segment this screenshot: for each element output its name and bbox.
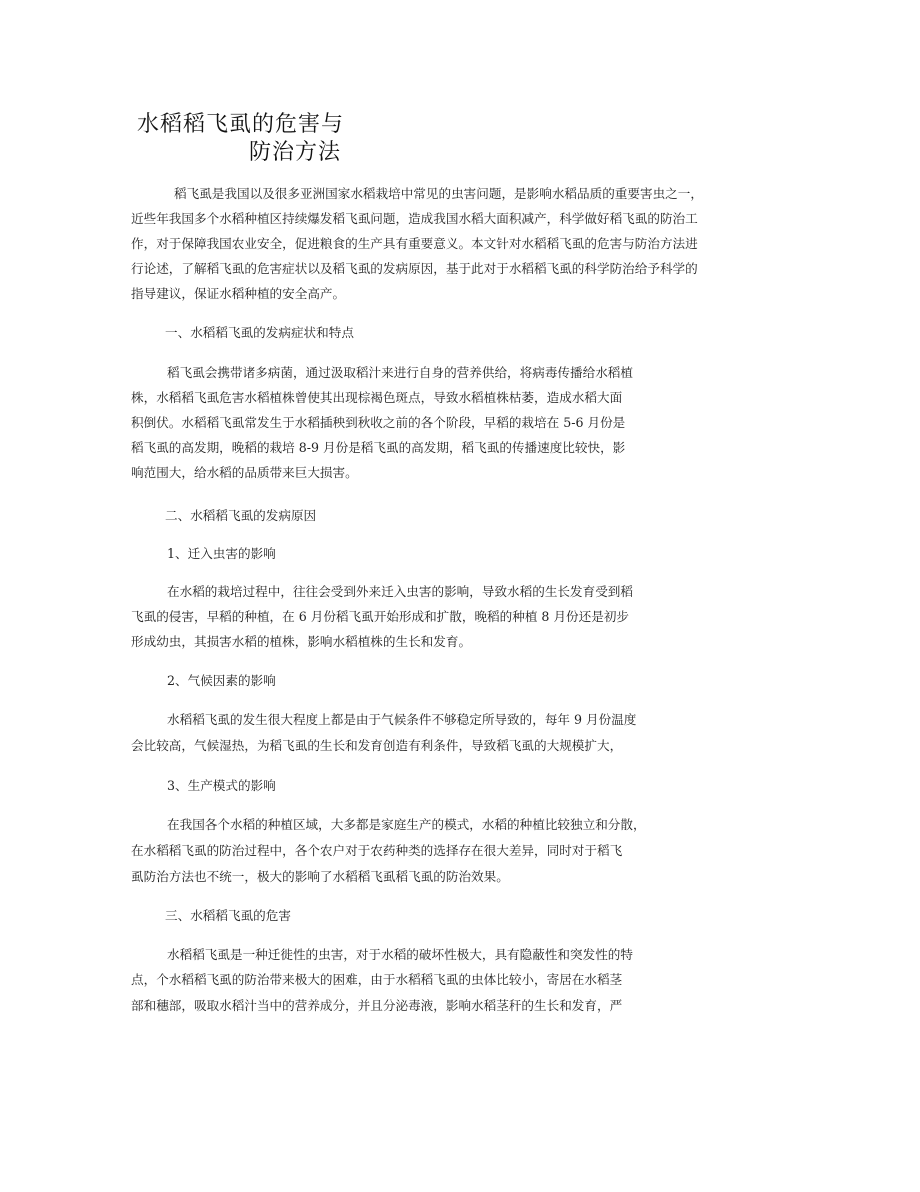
body-line: 会比较高，气候湿热，为稻飞虱的生长和发育创造有利条件，导致稻飞虱的大规模扩大， <box>131 738 623 753</box>
intro-line: 稻飞虱是我国以及很多亚洲国家水稻栽培中常见的虫害问题，是影响水稻品质的重要害虫之一， <box>174 186 703 201</box>
section-heading: 二、水稻稻飞虱的发病原因 <box>165 508 317 523</box>
section-heading: 一、水稻稻飞虱的发病症状和特点 <box>165 325 354 340</box>
intro-line: 作，对于保障我国农业安全，促进粮食的生产具有重要意义。本文针对水稻稻飞虱的危害与防治方法进 <box>131 236 698 251</box>
body-line: 在水稻的栽培过程中，往往会受到外来迁入虫害的影响，导致水稻的生长发育受到稻 <box>167 584 633 599</box>
subsection-heading: 2、气候因素的影响 <box>167 673 276 688</box>
document-title-line-1: 水稻稻飞虱的危害与 <box>137 112 345 137</box>
body-line: 虱防治方法也不统一，极大的影响了水稻稻飞虱稻飞虱的防治效果。 <box>131 869 509 884</box>
body-line: 水稻稻飞虱是一种迁徙性的虫害，对于水稻的破坏性极大，具有隐蔽性和突发性的特 <box>167 947 633 962</box>
body-line: 点，个水稻稻飞虱的防治带来极大的困难，由于水稻稻飞虱的虫体比较小，寄居在水稻茎 <box>131 972 623 987</box>
body-line: 稻飞虱的高发期，晚稻的栽培 8-9 月份是稻飞虱的高发期，稻飞虱的传播速度比较快，影 <box>131 440 626 455</box>
intro-line: 行论述，了解稻飞虱的危害症状以及稻飞虱的发病原因，基于此对于水稻稻飞虱的科学防治给予科学的 <box>131 261 698 276</box>
body-line: 水稻稻飞虱的发生很大程度上都是由于气候条件不够稳定所导致的，每年 9 月份温度 <box>167 712 637 727</box>
body-line: 形成幼虫，其损害水稻的植株，影响水稻植株的生长和发育。 <box>131 634 472 649</box>
document-title-line-2: 防治方法 <box>249 140 342 165</box>
intro-line: 指导建议，保证水稻种植的安全高产。 <box>131 286 346 301</box>
body-line: 部和穗部，吸取水稻汁当中的营养成分，并且分泌毒液，影响水稻茎秆的生长和发育，严 <box>131 998 623 1013</box>
body-line: 积倒伏。水稻稻飞虱常发生于水稻插秧到秋收之前的各个阶段，早稻的栽培在 5-6 月份是 <box>131 415 626 430</box>
subsection-heading: 1、迁入虫害的影响 <box>167 546 276 561</box>
body-line: 在我国各个水稻的种植区域，大多都是家庭生产的模式，水稻的种植比较独立和分散， <box>167 817 646 832</box>
body-line: 飞虱的侵害，早稻的种植，在 6 月份稻飞虱开始形成和扩散，晚稻的种植 8 月份还是初步 <box>131 609 630 624</box>
section-heading: 三、水稻稻飞虱的危害 <box>165 908 291 923</box>
body-line: 响范围大，给水稻的品质带来巨大损害。 <box>131 465 358 480</box>
intro-line: 近些年我国多个水稻种植区持续爆发稻飞虱问题，造成我国水稻大面积减产，科学做好稻飞虱的防治工 <box>131 211 698 226</box>
body-line: 稻飞虱会携带诸多病菌，通过汲取稻汁来进行自身的营养供给，将病毒传播给水稻植 <box>167 365 633 380</box>
subsection-heading: 3、生产模式的影响 <box>167 778 276 793</box>
body-line: 在水稻稻飞虱的防治过程中，各个农户对于农药种类的选择存在很大差异，同时对于稻飞 <box>131 843 623 858</box>
body-line: 株，水稻稻飞虱危害水稻植株曾使其出现棕褐色斑点，导致水稻植株枯萎，造成水稻大面 <box>131 390 623 405</box>
